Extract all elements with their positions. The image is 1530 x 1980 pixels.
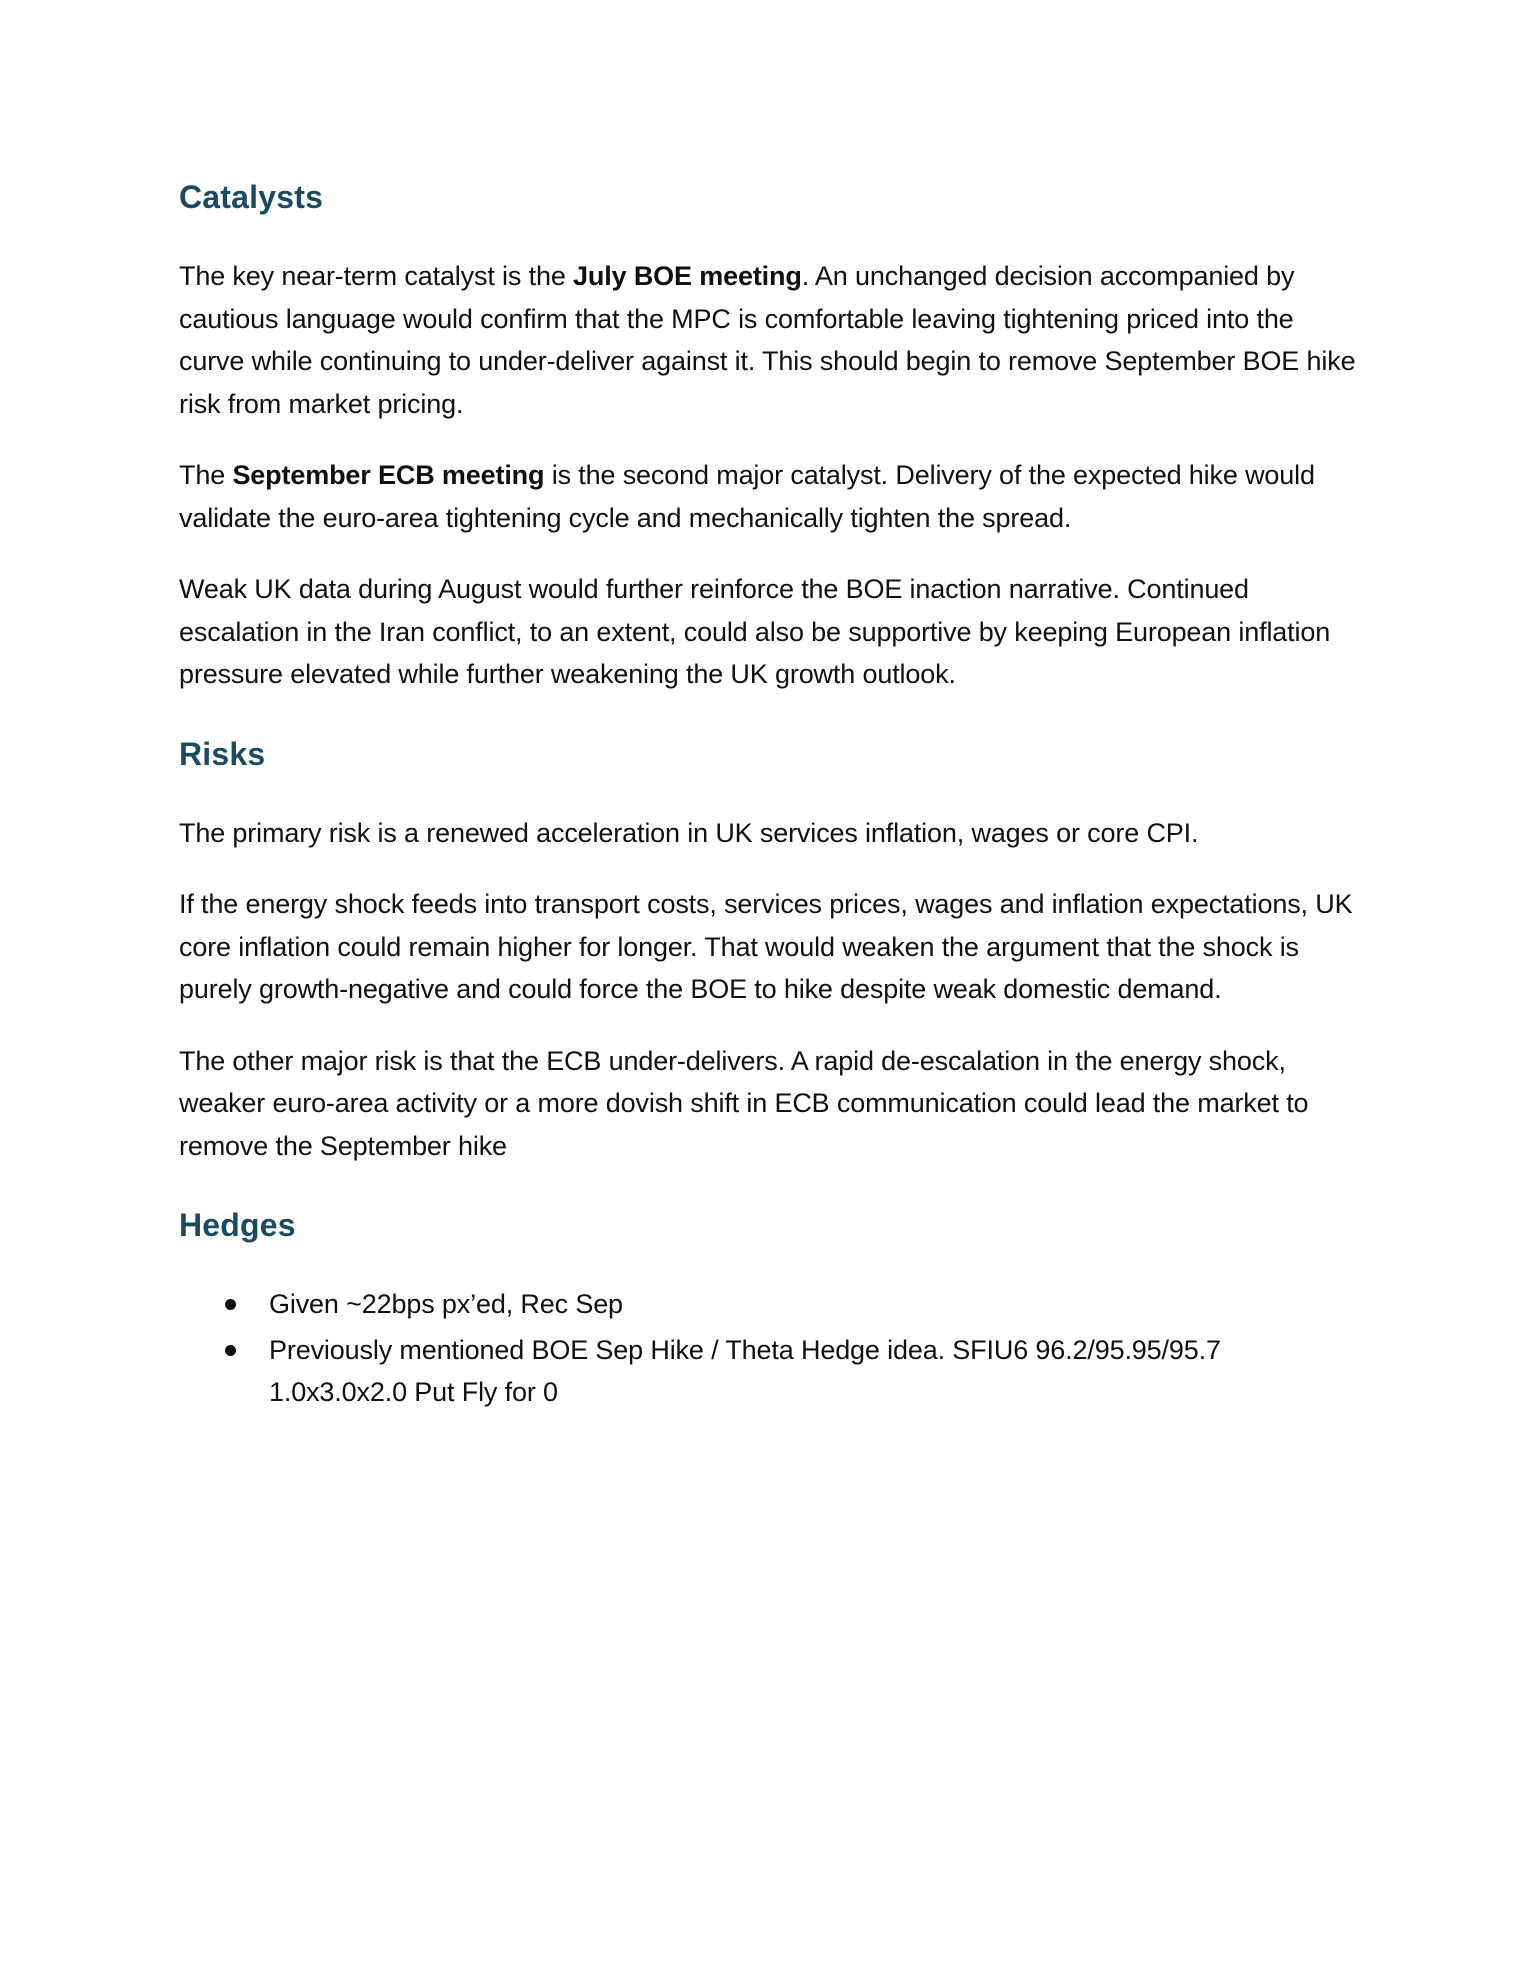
bullet-icon: [225, 1299, 236, 1310]
bullet-icon: [225, 1345, 236, 1356]
catalysts-paragraph-1: [179, 255, 1359, 425]
document-page: [179, 175, 1359, 1417]
catalysts-p1-text-start: The key near-term catalyst is the: [179, 261, 574, 291]
hedge-item-text: Previously mentioned BOE Sep Hike / Theta Hedge idea. SFIU6 96.2/95.95/95.7 1.0x3.0x2.0 Put Fly for 0: [269, 1334, 1221, 1407]
list-item: [179, 1283, 1359, 1326]
catalysts-paragraph-3: Weak UK data during August would further reinforce the BOE inaction narrative. Continued escalation in the Iran conflict, to an extent, could also be supportive by keeping European inflation pressure elevated while further weakening the UK growth outlook.: [179, 574, 1331, 689]
risks-section: [179, 732, 1359, 1168]
list-item: [179, 1329, 1359, 1414]
risks-paragraph-2: If the energy shock feeds into transport costs, services prices, wages and inflation expectations, UK core inflation could remain higher for longer. That would weaken the argument that the shock is purely growth-negative and could force the BOE to hike despite weak domestic demand.: [179, 889, 1353, 1004]
catalysts-heading: Catalysts: [179, 179, 324, 215]
catalysts-p2-text-start: The: [179, 460, 233, 490]
hedges-list: [179, 1283, 1359, 1414]
risks-heading: Risks: [179, 735, 266, 772]
risks-paragraph-1: The primary risk is a renewed acceleration in UK services inflation, wages or core CPI.: [179, 817, 1199, 848]
hedges-heading: Hedges: [179, 1207, 296, 1243]
catalysts-p1-bold: July BOE meeting: [573, 261, 802, 291]
catalysts-paragraph-2: [179, 454, 1359, 539]
catalysts-p2-bold: September ECB meeting: [232, 460, 545, 490]
catalysts-p1-text-end: . An unchanged decision accompanied by cautious language would confirm that the MPC is comfortable leaving tightening priced into the curve while continuing to under-deliver against it. This should begin to remove September BOE hike risk from market pricing.: [179, 261, 1356, 419]
catalysts-section: [179, 175, 1359, 696]
hedges-section: [179, 1203, 1359, 1414]
catalysts-p2-text-end: is the second major catalyst. Delivery of the expected hike would validate the euro-area tightening cycle and mechanically tighten the spread.: [179, 460, 1315, 533]
hedge-item-text: Given ~22bps px’ed, Rec Sep: [269, 1289, 623, 1319]
risks-paragraph-3: The other major risk is that the ECB under-delivers. A rapid de-escalation in the energy shock, weaker euro-area activity or a more dovish shift in ECB communication could lead the market to remove the September hike: [179, 1045, 1309, 1161]
